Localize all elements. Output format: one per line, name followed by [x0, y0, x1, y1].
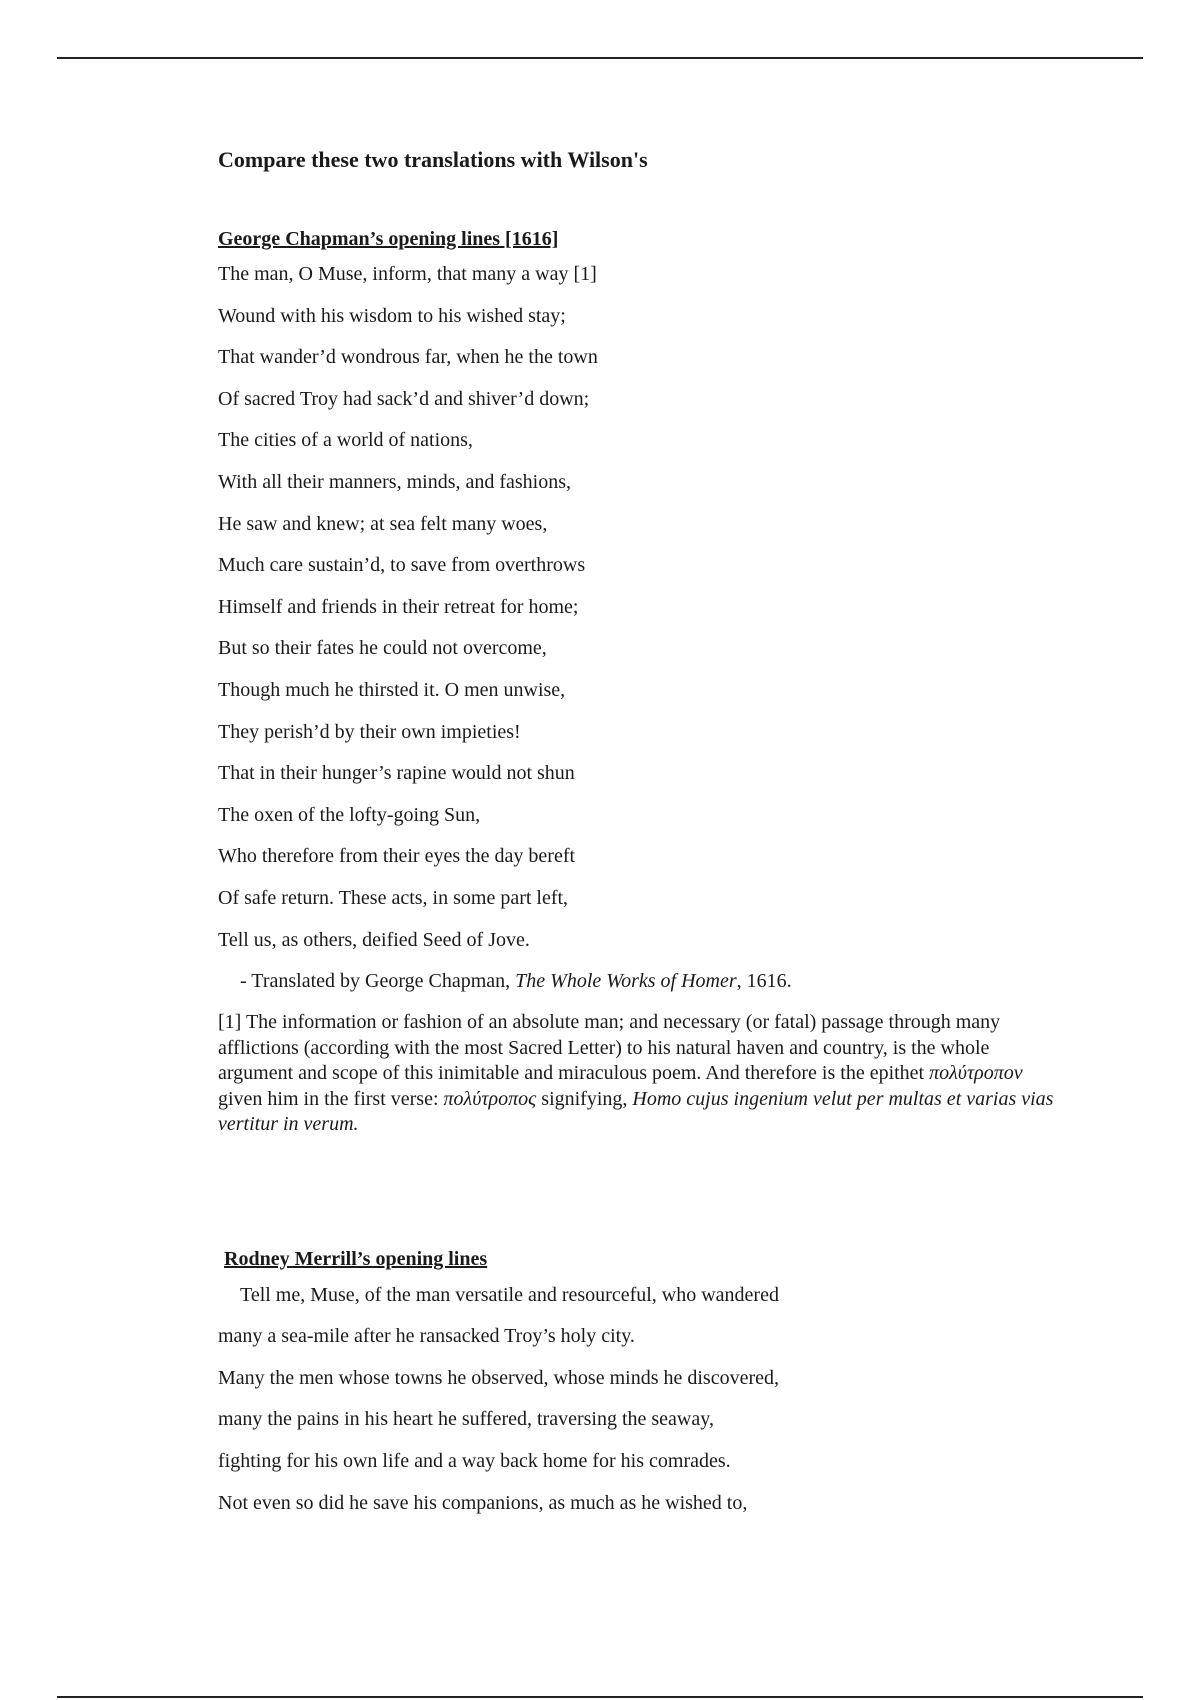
document-title: Compare these two translations with Wilson's	[218, 147, 648, 172]
verse-line: The oxen of the lofty-going Sun,	[218, 803, 481, 826]
verse-line: He saw and knew; at sea felt many woes,	[218, 512, 548, 535]
verse-line: Tell me, Muse, of the man versatile and resourceful, who wandered	[240, 1283, 779, 1306]
bottom-rule	[57, 1696, 1143, 1698]
verse-line: That wander’d wondrous far, when he the town	[218, 346, 598, 369]
merrill-verse	[218, 1282, 1088, 1532]
verse-line: many a sea-mile after he ransacked Troy’s holy city.	[218, 1325, 635, 1348]
chapman-footnote	[218, 1010, 1068, 1138]
verse-line: That in their hunger’s rapine would not shun	[218, 762, 575, 785]
verse-line: Of safe return. These acts, in some part left,	[218, 886, 569, 909]
chapman-heading: George Chapman’s opening lines [1616]	[218, 228, 559, 250]
verse-line: The cities of a world of nations,	[218, 429, 473, 452]
verse-line: Wound with his wisdom to his wished stay;	[218, 304, 566, 327]
chapman-attribution	[218, 968, 1088, 1010]
footnote-text: given him in the first verse:	[218, 1087, 444, 1110]
verse-line: Though much he thirsted it. O men unwise,	[218, 678, 566, 701]
document-body	[218, 146, 1088, 1531]
merrill-heading: Rodney Merrill’s opening lines	[224, 1247, 488, 1270]
verse-line: Himself and friends in their retreat for home;	[218, 595, 579, 618]
verse-line: The man, O Muse, inform, that many a way [1]	[218, 263, 597, 285]
attribution-suffix: , 1616.	[736, 970, 792, 993]
verse-line: But so their fates he could not overcome,	[218, 637, 547, 660]
footnote-greek-word: πολύτροπος	[443, 1087, 537, 1110]
verse-line: Much care sustain’d, to save from overthrows	[218, 554, 586, 577]
verse-line: fighting for his own life and a way back home for his comrades.	[218, 1449, 731, 1472]
verse-line: Not even so did he save his companions, as much as he wished to,	[218, 1491, 748, 1514]
verse-line: They perish’d by their own impieties!	[218, 720, 521, 743]
footnote-latin-gloss: Homo cujus ingenium velut per multas et varias vias vertitur in verum.	[218, 1087, 1054, 1136]
attribution-prefix: - Translated by George Chapman,	[240, 970, 516, 993]
verse-line: many the pains in his heart he suffered, traversing the seaway,	[218, 1408, 714, 1431]
verse-line: Of sacred Troy had sack’d and shiver’d down;	[218, 387, 590, 410]
verse-line: Who therefore from their eyes the day bereft	[218, 845, 576, 868]
attribution-work-title: The Whole Works of Homer	[515, 970, 737, 993]
verse-line: Tell us, as others, deified Seed of Jove.	[218, 928, 530, 951]
footnote-greek-word: πολύτροπον	[929, 1062, 1023, 1085]
chapman-verse	[218, 261, 1088, 968]
top-rule	[57, 57, 1143, 59]
verse-line: Many the men whose towns he observed, whose minds he discovered,	[218, 1366, 779, 1389]
verse-line: With all their manners, minds, and fashions,	[218, 470, 572, 493]
footnote-text: signifying,	[536, 1087, 633, 1110]
footnote-text: [1] The information or fashion of an absolute man; and necessary (or fatal) passage through many afflictions (according with the most Sacred Letter) to his natural haven and country, is the whole argument and scope of this inimitable and miraculous poem. And therefore is the epithet	[218, 1011, 1001, 1085]
